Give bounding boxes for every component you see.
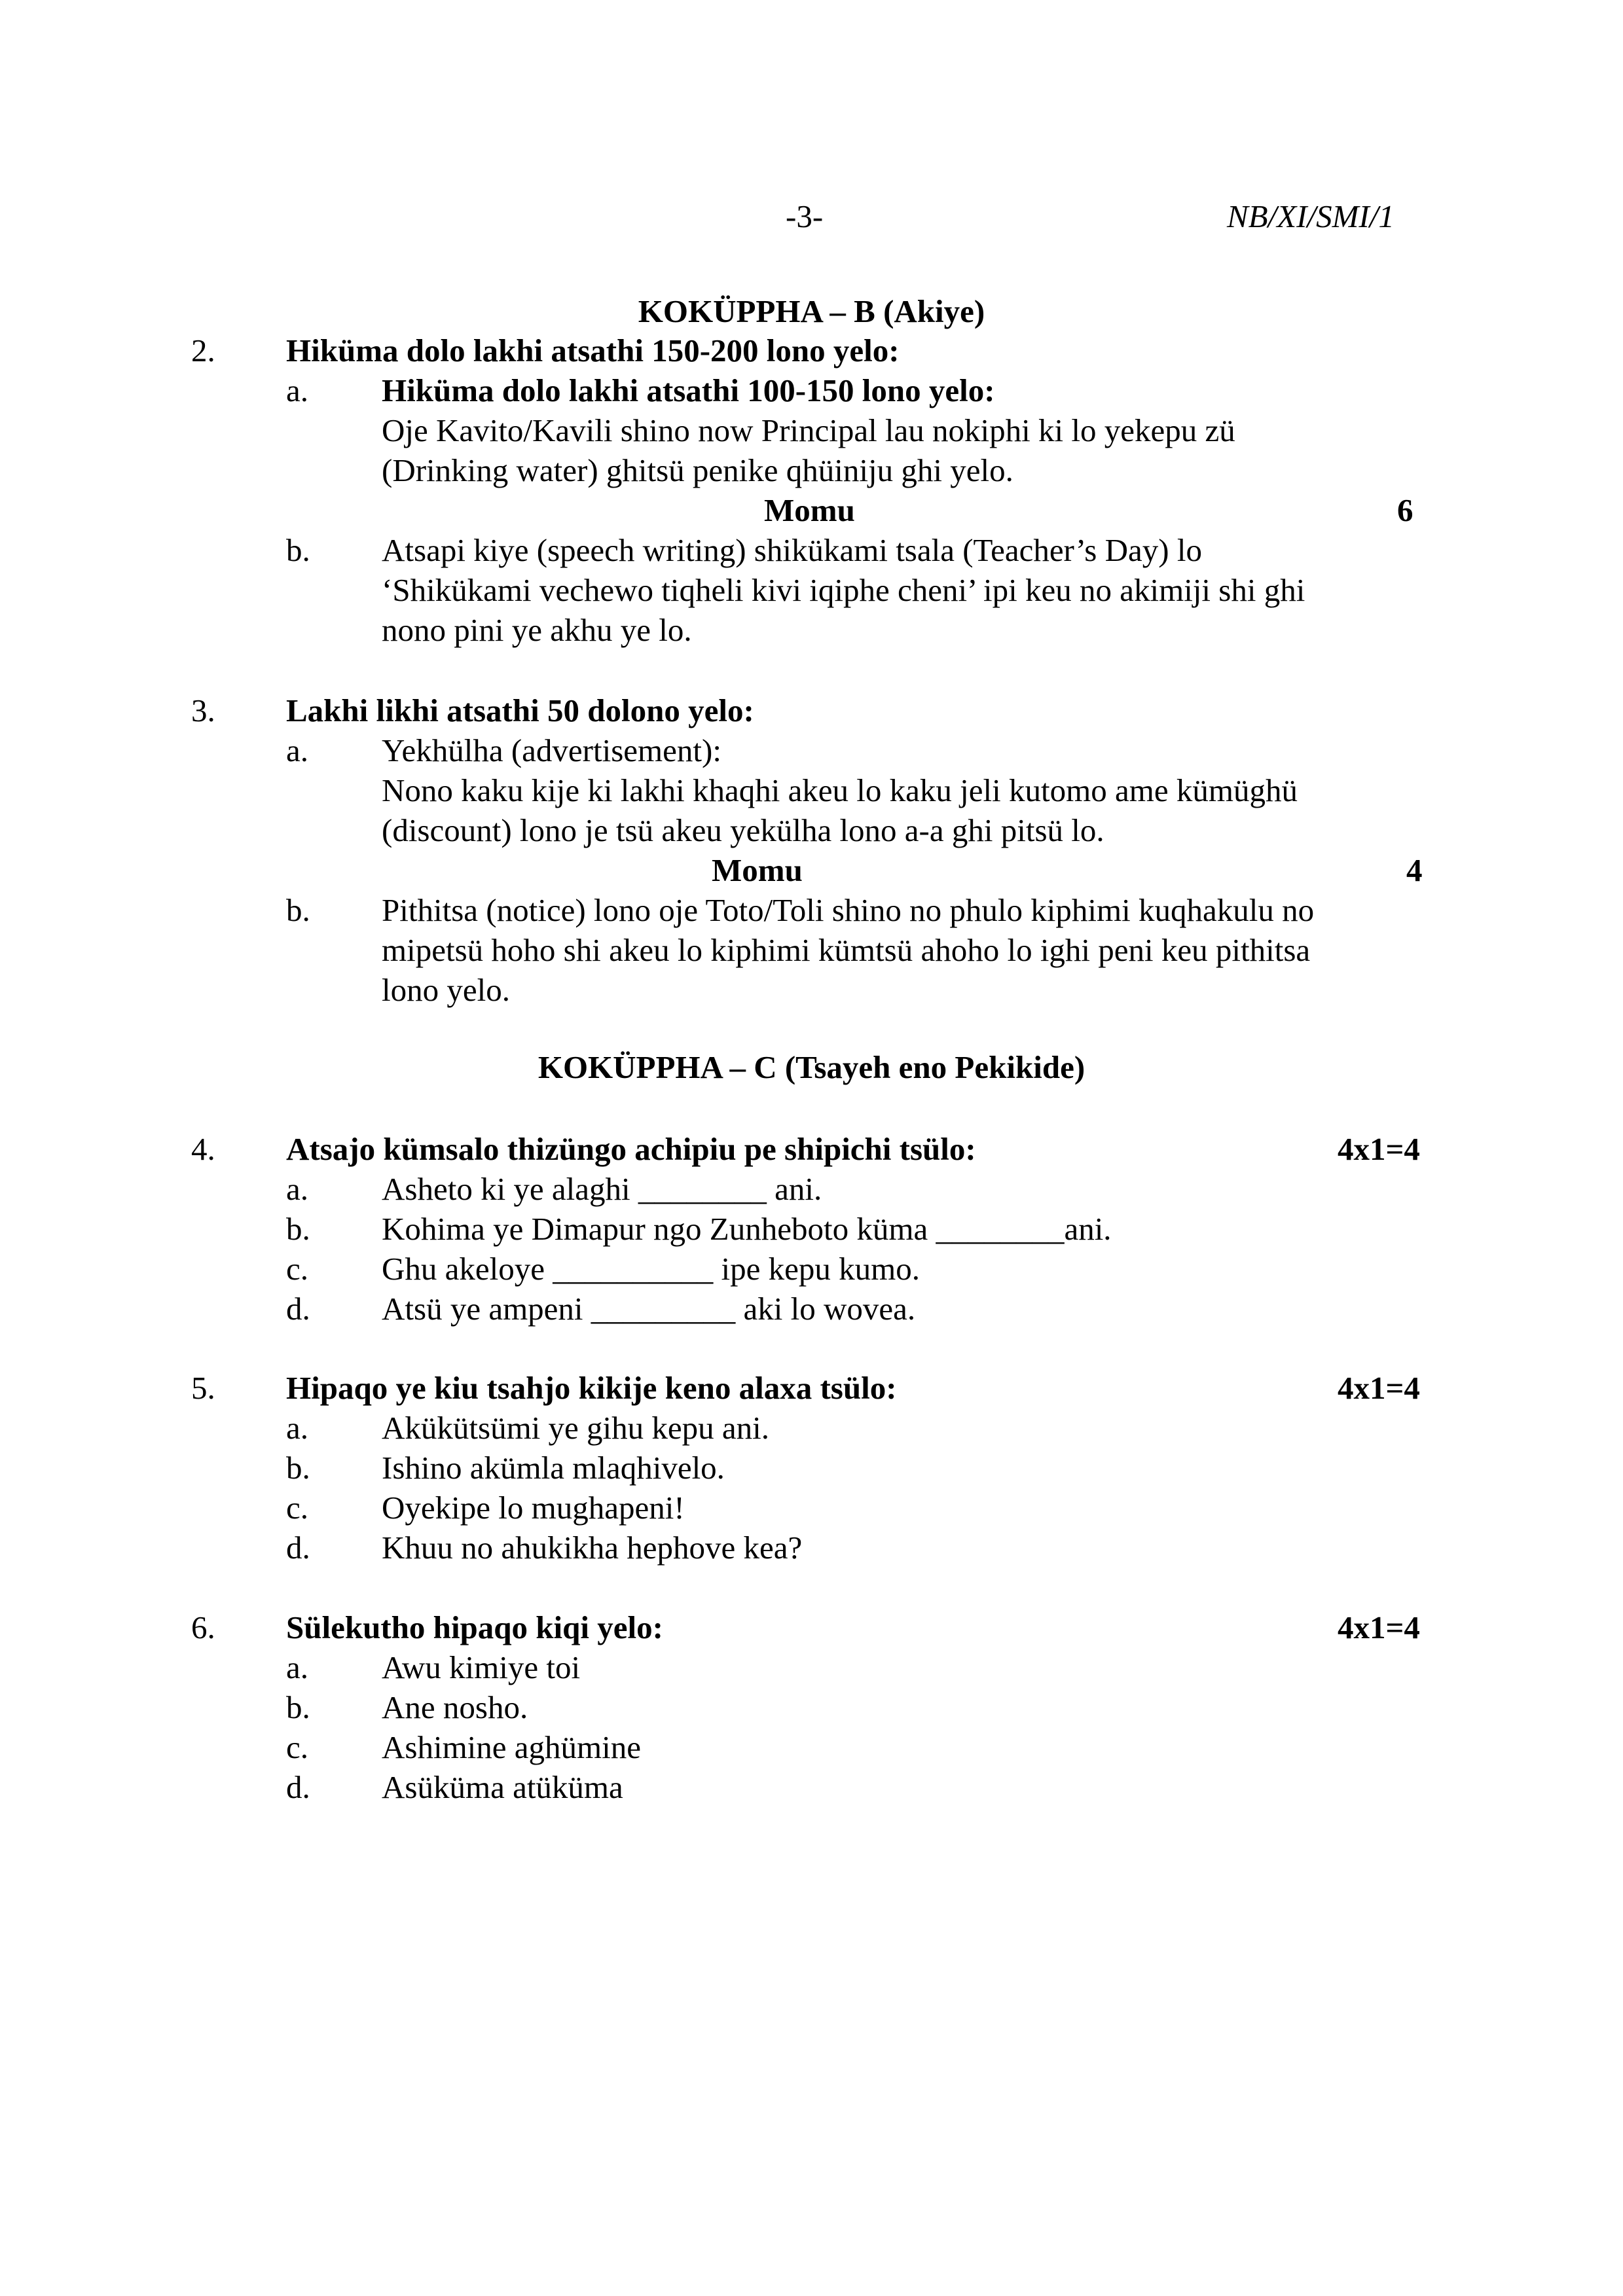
sub-question-title: Yekhülha (advertisement): <box>382 732 721 768</box>
question-title: Hiküma dolo lakhi atsathi 150-200 lono yelo: <box>286 332 900 368</box>
text-line: nono pini ye akhu ye lo. <box>382 612 692 648</box>
text-line: Nono kaku kije ki lakhi khaqhi akeu lo kaku jeli kutomo ame kümüghü <box>382 772 1298 808</box>
text-line: (Drinking water) ghitsü penike qhüiniju ghi yelo. <box>382 452 1013 488</box>
option-label: d. <box>286 1291 310 1327</box>
option-label: a. <box>286 1171 308 1207</box>
text-line: Pithitsa (notice) lono oje Toto/Toli shino no phulo kiphimi kuqhakulu no <box>382 892 1315 928</box>
option-text: Oyekipe lo mughapeni! <box>382 1490 685 1526</box>
option-label: c. <box>286 1490 308 1526</box>
marks: 4x1=4 <box>1338 1131 1420 1167</box>
option-label: b. <box>286 1450 310 1486</box>
question-title: Hipaqo ye kiu tsahjo kikije keno alaxa tsülo: <box>286 1370 897 1406</box>
section-b-heading: KOKÜPPHA – B (Akiye) <box>638 293 985 329</box>
option-text: Ane nosho. <box>382 1689 528 1725</box>
section-c-heading: KOKÜPPHA – C (Tsayeh eno Pekikide) <box>538 1049 1085 1085</box>
question-number: 4. <box>191 1131 215 1167</box>
option-label: c. <box>286 1251 308 1287</box>
marks: 4x1=4 <box>1338 1609 1420 1645</box>
text-line: Oje Kavito/Kavili shino now Principal lau nokiphi ki lo yekepu zü <box>382 412 1235 448</box>
option-label: d. <box>286 1769 310 1805</box>
question-title: Sülekutho hipaqo kiqi yelo: <box>286 1609 663 1645</box>
option-label: a. <box>286 372 308 408</box>
text-line: Atsapi kiye (speech writing) shikükami tsala (Teacher’s Day) lo <box>382 532 1202 568</box>
or-label: Momu <box>764 492 855 528</box>
option-label: b. <box>286 1211 310 1247</box>
option-text: Akükütsümi ye gihu kepu ani. <box>382 1410 770 1446</box>
option-label: b. <box>286 532 310 568</box>
option-text: Kohima ye Dimapur ngo Zunheboto küma ________ani. <box>382 1211 1112 1247</box>
question-number: 3. <box>191 692 215 728</box>
question-title: Atsajo kümsalo thizüngo achipiu pe shipichi tsülo: <box>286 1131 976 1167</box>
option-text: Asheto ki ye alaghi ________ ani. <box>382 1171 822 1207</box>
option-label: a. <box>286 1410 308 1446</box>
option-text: Atsü ye ampeni _________ aki lo wovea. <box>382 1291 916 1327</box>
question-number: 6. <box>191 1609 215 1645</box>
sub-question-title: Hiküma dolo lakhi atsathi 100-150 lono yelo: <box>382 372 995 408</box>
question-number: 2. <box>191 332 215 368</box>
marks: 4 <box>1406 852 1423 888</box>
option-text: Khuu no ahukikha hephove kea? <box>382 1530 803 1566</box>
option-label: b. <box>286 1689 310 1725</box>
option-label: a. <box>286 1649 308 1685</box>
question-number: 5. <box>191 1370 215 1406</box>
option-label: b. <box>286 892 310 928</box>
paper-code: NB/XI/SMI/1 <box>1227 198 1395 234</box>
option-label: a. <box>286 732 308 768</box>
option-text: Awu kimiye toi <box>382 1649 581 1685</box>
text-line: (discount) lono je tsü akeu yekülha lono a-a ghi pitsü lo. <box>382 812 1104 848</box>
option-text: Ashimine aghümine <box>382 1729 642 1765</box>
marks: 6 <box>1397 492 1413 528</box>
marks: 4x1=4 <box>1338 1370 1420 1406</box>
page-number: -3- <box>786 198 824 234</box>
text-line: lono yelo. <box>382 972 510 1008</box>
text-line: mipetsü hoho shi akeu lo kiphimi kümtsü ahoho lo ighi peni keu pithitsa <box>382 932 1311 968</box>
option-label: c. <box>286 1729 308 1765</box>
question-title: Lakhi likhi atsathi 50 dolono yelo: <box>286 692 754 728</box>
option-text: Ghu akeloye __________ ipe kepu kumo. <box>382 1251 920 1287</box>
or-label: Momu <box>712 852 803 888</box>
option-text: Ishino akümla mlaqhivelo. <box>382 1450 725 1486</box>
option-label: d. <box>286 1530 310 1566</box>
option-text: Asüküma atüküma <box>382 1769 623 1805</box>
text-line: ‘Shikükami vechewo tiqheli kivi iqiphe cheni’ ipi keu no akimiji shi ghi <box>382 572 1305 608</box>
